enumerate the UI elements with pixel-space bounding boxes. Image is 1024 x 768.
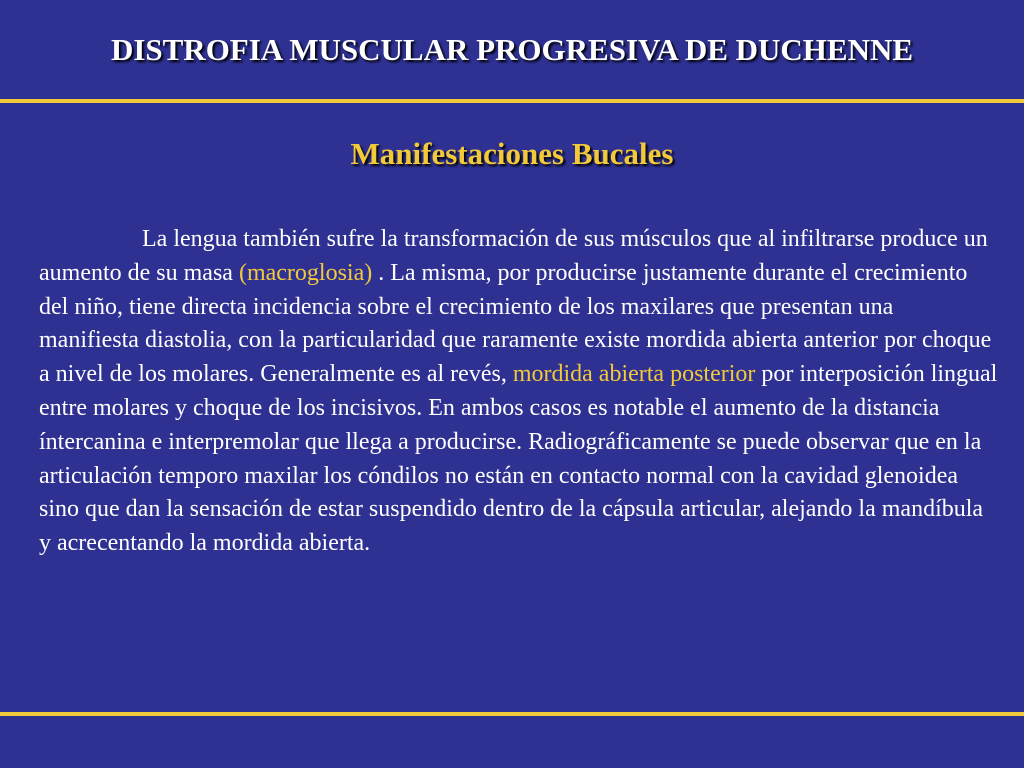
paragraph-text-2: . La misma, por producirse justamente durante el crecimiento del niño, tiene directa incidencia sobre el crecimiento de los maxilares que presentan una manifiesta diastolia, con la particularidad que raramente existe mordida abierta anterior por choque a nivel de los molares. Generalmente es al revés, bbox=[39, 259, 992, 388]
slide-title: DISTROFIA MUSCULAR PROGRESIVA DE DUCHENNE bbox=[110, 32, 914, 67]
section-subtitle: Manifestaciones Bucales bbox=[350, 136, 674, 171]
highlight-mordida-posterior: mordida abierta posterior bbox=[512, 361, 756, 388]
highlight-macroglosia: (macroglosia) bbox=[238, 259, 373, 286]
paragraph-text-3: por interposición lingual entre molares y choque de los incisivos. En ambos casos es notable el aumento de la distancia íntercanina e interpremolar que llega a producirse. Radiográficamente se puede observar que en la articulación temporo maxilar los cóndilos no están en contacto normal con la cavidad glenoidea sino que dan la sensación de estar suspendido dentro de la cápsula articular, alejando la mandíbula y acrecentando la mordida abierta. bbox=[39, 361, 998, 557]
body-paragraph bbox=[39, 223, 999, 561]
bottom-divider bbox=[0, 712, 1024, 716]
top-divider bbox=[0, 99, 1024, 103]
paragraph-text-1: La lengua también sufre la transformación de sus músculos que al infiltrarse produce un aumento de su masa bbox=[39, 226, 988, 286]
